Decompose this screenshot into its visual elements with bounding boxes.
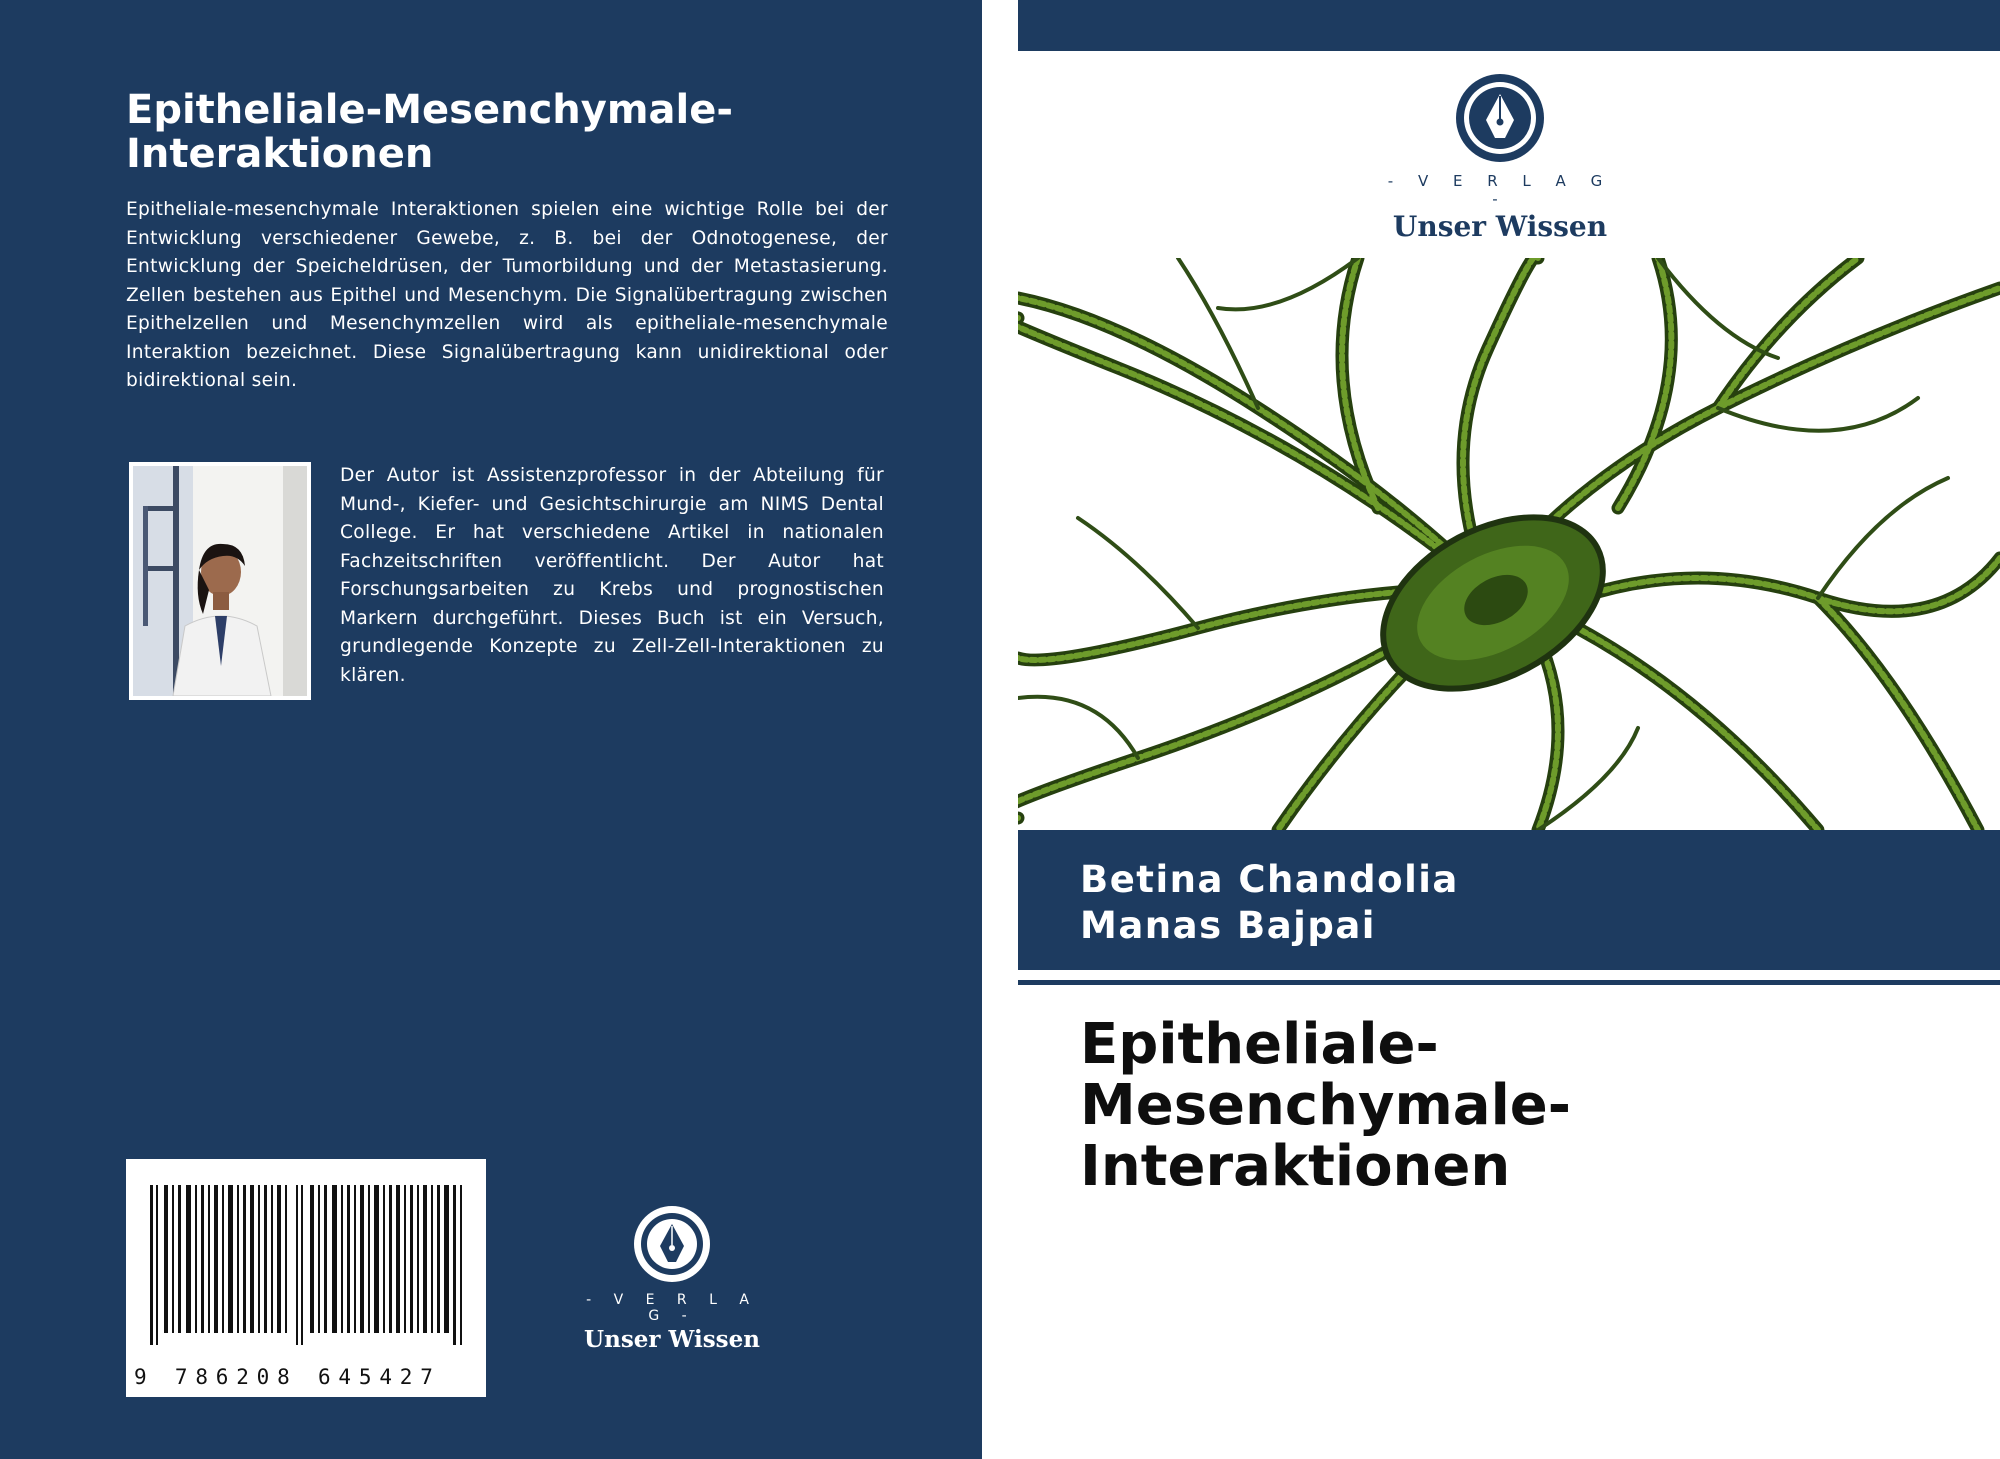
isbn-barcode [126,1159,486,1397]
publisher-seal-icon [632,1204,712,1284]
front-title-line: Mesenchymale- [1080,1073,1572,1138]
back-cover-description: Epitheliale-mesenchymale Interaktionen spielen eine wichtige Rolle bei der Entwicklung verschiedener Gewebe, z. B. bei der Odnotogenese, der Entwicklung der Speicheldrüsen, der Tumorbildung und der Metastasierung. Zellen bestehen aus Epithel und Mesenchym. Die Signalübertragung zwischen Epithelzellen und Mesenchymzellen wird als epitheliale-mesenchymale Interaktion bezeichnet. Diese Signalübertragung kann unidirektional oder bidirektional sein. [126,199,888,391]
front-top-bar [1018,0,2000,51]
back-cover-title: Epitheliale-Mesenchymale-Interaktionen [126,87,733,177]
front-cover-title [1080,1014,1960,1197]
back-publisher-name: Unser Wissen [584,1326,760,1353]
author-name: Manas Bajpai [1080,904,1376,947]
isbn-digits: 9 786208 645427 [134,1365,441,1389]
author-bio: Der Autor ist Assistenzprofessor in der Abteilung für Mund-, Kiefer- und Gesichtschirurgie am NIMS Dental College. Er hat verschiedene Artikel in nationalen Fachzeitschriften veröffentlicht. Der Autor hat Forschungsarbeiten zu Krebs und prognostischen Markern durchgeführt. Dieses Buch ist ein Versuch, grundlegende Konzepte zu Zell-Zell-Interaktionen zu klären. [340,465,884,686]
neuron-cell-illustration [1018,258,2000,830]
back-publisher-logo [572,1204,772,1353]
publisher-seal-icon [1454,72,1546,164]
front-author-band [1018,830,2000,970]
front-title-line: Epitheliale- [1080,1012,1439,1077]
front-publisher-logo [1380,72,1620,243]
neuron-illustration-svg [1018,258,2000,830]
author-name: Betina Chandolia [1080,858,1459,901]
author-photo [129,462,311,700]
ean-barcode-icon [126,1159,486,1359]
back-publisher-verlag: - V E R L A G - [586,1292,758,1324]
front-title-line: Interaktionen [1080,1134,1511,1199]
front-divider-rule [1018,980,2000,985]
spine-gap [982,0,1018,1459]
front-publisher-verlag: - V E R L A G - [1387,172,1613,208]
author-photo-image [133,466,307,696]
front-publisher-name: Unser Wissen [1392,210,1608,243]
